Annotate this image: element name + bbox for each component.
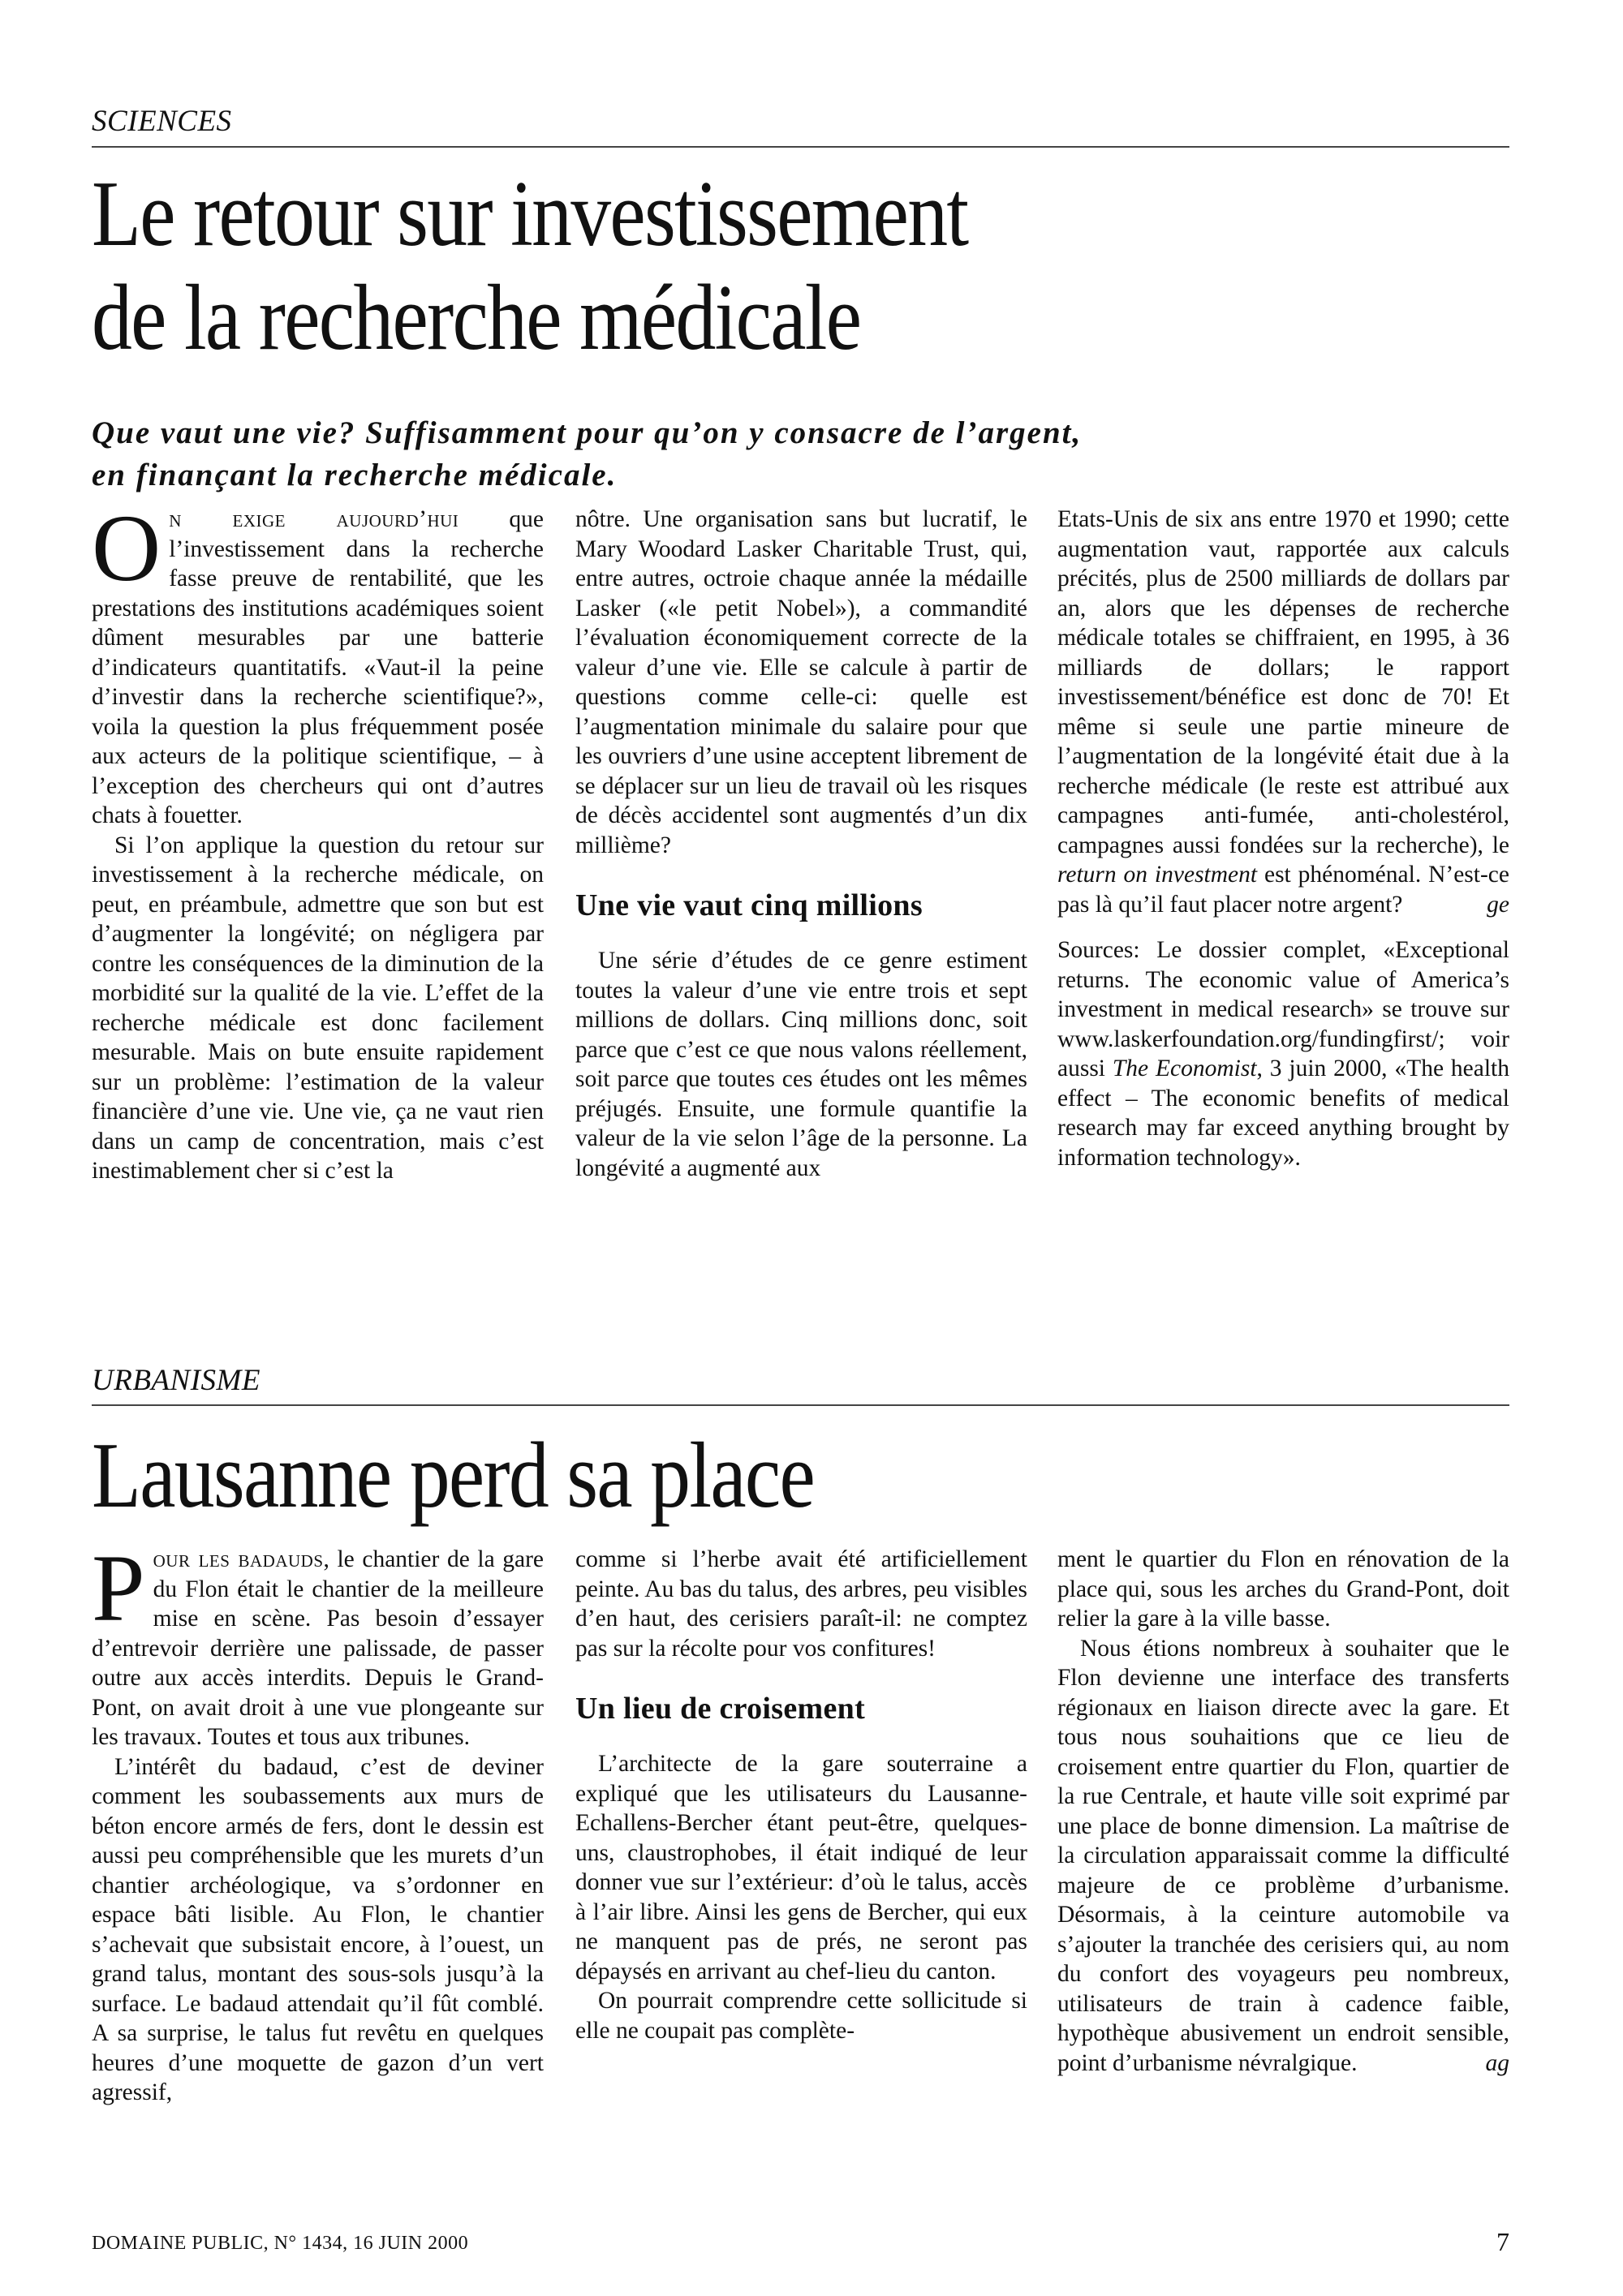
section-label-sciences: SCIENCES [92, 105, 232, 138]
paragraph-text: , 3 juin 2000, «The health effect – The economic benefits of medical research may far exceed anything brought by information technology». [1057, 1056, 1509, 1171]
paragraph: L’intérêt du badaud, c’est de deviner comment les soubassements aux murs de béton encore armés de fers, dont le dessin est aussi peu compréhensible que les murets d’un chantier archéologique, va s’ordonner en espace bâti lisible. Au Flon, le chantier s’achevait que subsistait encore, à l’ouest, un grand talus, montant des sous-sols jusqu’à la surface. Le badaud attendait qu’il fût comblé. A sa surprise, le talus fut revêtu en quelques heures d’une moquette de gazon d’un vert agressif, [92, 1753, 544, 2105]
subheading: Un lieu de croisement [575, 1692, 866, 1726]
article-title [92, 162, 1487, 370]
section-rule [92, 146, 1509, 148]
article-column-1 [92, 1535, 545, 2108]
article-title-line: de la recherche médicale [92, 266, 861, 370]
paragraph: nôtre. Une organisation sans but lucratif, le Mary Woodard Lasker Charitable Trust, qui, entre autres, octroie chaque année la médaille Lasker («le petit Nobel»), a commandité l’évaluation économiquement correcte de la valeur d’une vie. Elle se calcule à partir de questions comme celle-ci: quelle est l’augmentation minimale du salaire pour que les ouvriers d’une usine acceptent librement de se déplacer sur un lieu de travail où les risques de décès accidentel sont augmentés d’un dix millième? [575, 506, 1027, 858]
dek-line: en finançant la recherche médicale. [92, 458, 618, 492]
sources-note [1057, 935, 1509, 1172]
paragraph: L’architecte de la gare souterraine a expliqué que les utilisateurs du Lausanne-Echallens-Bercher étant peut-être, quelques-uns, claustrophobes, il était indiqué de leur donner vue sur l’extérieur: d’où le talus, accès à l’air libre. Ainsi les gens de Bercher, qui eux ne manquent pas de prés, ne seront pas dépaysés en arrivant au chef-lieu du canton. [575, 1751, 1027, 1984]
paragraph: ment le quartier du Flon en rénovation de la place qui, sous les arches du Grand-Pont, doit relier la gare à la ville basse. [1057, 1546, 1509, 1632]
paragraph [92, 495, 544, 831]
article-title [92, 1424, 1487, 1528]
italic-term: return on investment [1057, 862, 1258, 888]
paragraph: On pourrait comprendre cette sollicitude si elle ne coupait pas complète- [575, 1988, 1027, 2044]
section-label-urbanisme: URBANISME [92, 1364, 260, 1397]
drop-cap: P [92, 1535, 145, 1641]
lead-in: n exige aujourd’hui [169, 506, 459, 532]
paragraph: Si l’on applique la question du retour sur investissement à la recherche médicale, on peut, en préambule, admettre que son but est d’augmenter la longévité; on négligera par contre les conséquences de la diminution de la morbidité sur la qualité de la vie. L’effet de la recherche médicale est donc facilement mesurable. Mais on bute ensuite rapidement sur un problème: l’estimation de la valeur financière d’une vie. Une vie, ça ne vaut rien dans un camp de concentration, mais c’est inestimablement cher si c’est la [92, 832, 544, 1184]
article-title-line: Le retour sur investissement [92, 162, 968, 266]
paragraph-text: Sources: Le dossier complet, «Exceptional returns. The economic value of America’s investment in medical research» se trouve sur www.laskerfoundation.org/fundingfirst/; voir aussi [1057, 937, 1509, 1081]
article-column-2 [575, 1545, 1027, 2045]
article-column-2 [575, 505, 1027, 1183]
paragraph-text: Etats-Unis de six ans entre 1970 et 1990; cette augmentation vaut, rapportée aux calculs précités, plus de 2500 milliards de dollars par an, alors que les dépenses de recherche médicale totales se chiffraient, en 1995, à 36 milliards de dollars; le rapport investissement/bénéfice est donc de 70! Et même si seule une partie mineure de l’augmentation de la longévité était due à la recherche médicale (le reste est attribué aux campagnes anti-fumée, anti-cholestérol, campagnes aussi fondées sur la recherche), le [1057, 506, 1509, 858]
paragraph [1057, 1634, 1509, 2079]
paragraph-text: que l’investissement dans la recherche fasse preuve de rentabilité, que les prestations des institutions académiques soient dûment mesurables par une batterie d’indicateurs quantitatifs. «Vaut-il la peine d’investir dans la recherche scientifique?», voila la question la plus fréquemment posée aux acteurs de la politique scientifique, – à l’exception des chercheurs qui ont d’autres chats à fouetter. [92, 506, 544, 828]
section-rule [92, 1404, 1509, 1406]
article-column-1 [92, 495, 544, 1186]
author-signature: ag [1485, 2049, 1509, 2076]
footer-publication: DOMAINE PUBLIC, N° 1434, 16 JUIN 2000 [92, 2233, 469, 2254]
paragraph [1057, 505, 1509, 919]
paragraph: comme si l’herbe avait été artificiellement peinte. Au bas du talus, des arbres, peu visibles d’en haut, des cerisiers paraît-il: ne comptez pas sur la récolte pour vos confitures! [575, 1546, 1027, 1662]
page-number: 7 [1496, 2227, 1509, 2256]
paragraph-text: Nous étions nombreux à souhaiter que le Flon devienne une interface des transferts régionaux en liaison directe avec la gare. Et tous nous souhaitions que ce lieu de croisement entre quartier du Flon, quartier de la rue Centrale, et haute ville soit exprimé par une place de bonne dimension. La maîtrise de la circulation apparaissait comme la difficulté majeure de ce problème d’urbanisme. Désormais, à la ceinture automobile va s’ajouter la tranchée des cerisiers qui, au nom du confort des voyageurs peu nombreux, utilisateurs de train à cadence faible, hypothèque abusivement un endroit sensible, point d’urbanisme névralgique. [1057, 1635, 1509, 2076]
article-column-3 [1057, 505, 1509, 1172]
article-column-3 [1057, 1545, 1509, 2078]
subheading: Une vie vaut cinq millions [575, 888, 923, 922]
lead-in: our les badauds [153, 1546, 324, 1572]
paragraph-text: est phénoménal. N’est-ce pas là qu’il faut placer notre argent? [1057, 862, 1509, 918]
article-dek [92, 412, 1406, 497]
paragraph: Une série d’études de ce genre estiment toutes la valeur d’une vie entre trois et sept millions de dollars. Cinq millions donc, soit parce que c’est ce que nous valons réellement, soit parce que toutes ces études ont les mêmes préjugés. Ensuite, une formule quantifie la valeur de la vie selon l’âge de la personne. La longévité a augmenté aux [575, 948, 1027, 1181]
paragraph-text: , le chantier de la gare du Flon était le chantier de la meilleure mise en scène. Pas besoin d’essayer d’entrevoir derrière une palissade, de passer outre aux accès interdits. Depuis le Grand-Pont, on avait droit à une vue plongeante sur les travaux. Toutes et tous aux tribunes. [92, 1546, 545, 1750]
paragraph [92, 1535, 545, 1752]
article-title-line: Lausanne perd sa place [92, 1424, 815, 1528]
drop-cap: O [92, 495, 161, 601]
publication-name: The Economist [1112, 1056, 1257, 1081]
author-signature: ge [1487, 891, 1509, 918]
dek-line: Que vaut une vie? Suffisamment pour qu’on y consacre de l’argent, [92, 415, 1083, 450]
